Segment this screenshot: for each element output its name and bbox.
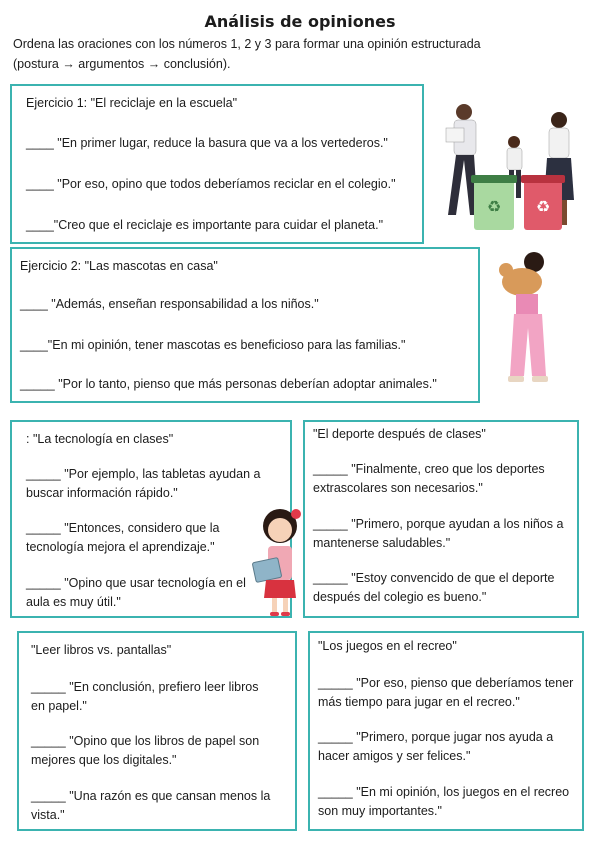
page-title: Análisis de opiniones [204, 12, 396, 31]
exercise-6-item-2: _____ "Primero, porque jugar nos ayuda a hacer amigos y ser felices." [318, 730, 554, 763]
exercise-1-box [10, 84, 424, 244]
exercise-2-item-3: _____ "Por lo tanto, pienso que más personas deberían adoptar animales." [20, 377, 437, 391]
tablet-girl-illustration [250, 506, 308, 622]
exercise-5-box [17, 631, 297, 831]
svg-text:♻: ♻ [535, 197, 551, 216]
exercise-5-item-3: _____ "Una razón es que cansan menos la vista." [31, 789, 271, 822]
exercise-5-item-2: _____ "Opino que los libros de papel son mejores que los digitales." [31, 734, 260, 767]
exercise-1-item-1: ____ "En primer lugar, reduce la basura que va a los vertederos." [26, 136, 388, 150]
exercise-2-box [10, 247, 480, 403]
exercise-1-item-3: ____"Creo que el reciclaje es importante para cuidar el planeta." [26, 218, 384, 232]
exercise-4-heading: "El deporte después de clases" [313, 427, 486, 441]
exercise-5-heading: "Leer libros vs. pantallas" [31, 643, 172, 657]
exercise-1-item-2: ____ "Por eso, opino que todos deberíamos reciclar en el colegio." [26, 177, 396, 191]
exercise-3-heading: : "La tecnología en clases" [26, 432, 174, 446]
exercise-4-item-2: _____ "Primero, porque ayudan a los niños a mantenerse saludables." [313, 517, 564, 550]
instruction-line-1: Ordena las oraciones con los números 1, 2 y 3 para formar una opinión estructurada [13, 37, 481, 51]
svg-text:♻: ♻ [486, 197, 502, 216]
exercise-4-box [303, 420, 579, 618]
exercise-4-item-1: _____ "Finalmente, creo que los deportes extrascolares son necesarios." [313, 462, 545, 495]
exercise-6-heading: "Los juegos en el recreo" [318, 639, 457, 653]
exercise-3-item-3: _____ "Opino que usar tecnología en el aula es muy útil." [26, 576, 246, 609]
instructions [13, 34, 573, 74]
exercise-4-item-3: _____ "Estoy convencido de que el deporte después del colegio es bueno." [313, 571, 555, 604]
exercise-5-item-1: _____ "En conclusión, prefiero leer libros en papel." [31, 680, 259, 713]
pet-illustration [486, 248, 566, 388]
exercise-2-heading: Ejercicio 2: "Las mascotas en casa" [20, 259, 218, 273]
instruction-line-2: (postura → argumentos → conclusión). [13, 57, 231, 71]
exercise-6-item-1: _____ "Por eso, pienso que deberíamos tener más tiempo para jugar en el recreo." [318, 676, 574, 709]
exercise-6-box [308, 631, 584, 831]
exercise-1-heading: Ejercicio 1: "El reciclaje en la escuela" [26, 96, 238, 110]
exercise-3-item-2: _____ "Entonces, considero que la tecnología mejora el aprendizaje." [26, 521, 220, 554]
exercise-2-item-2: ____"En mi opinión, tener mascotas es beneficioso para las familias." [20, 338, 406, 352]
exercise-3-item-1: _____ "Por ejemplo, las tabletas ayudan a buscar información rápido." [26, 467, 261, 500]
recycling-illustration [434, 100, 594, 240]
exercise-6-item-3: _____ "En mi opinión, los juegos en el recreo son muy importantes." [318, 785, 570, 818]
exercise-2-item-1: ____ "Además, enseñan responsabilidad a los niños." [20, 297, 319, 311]
